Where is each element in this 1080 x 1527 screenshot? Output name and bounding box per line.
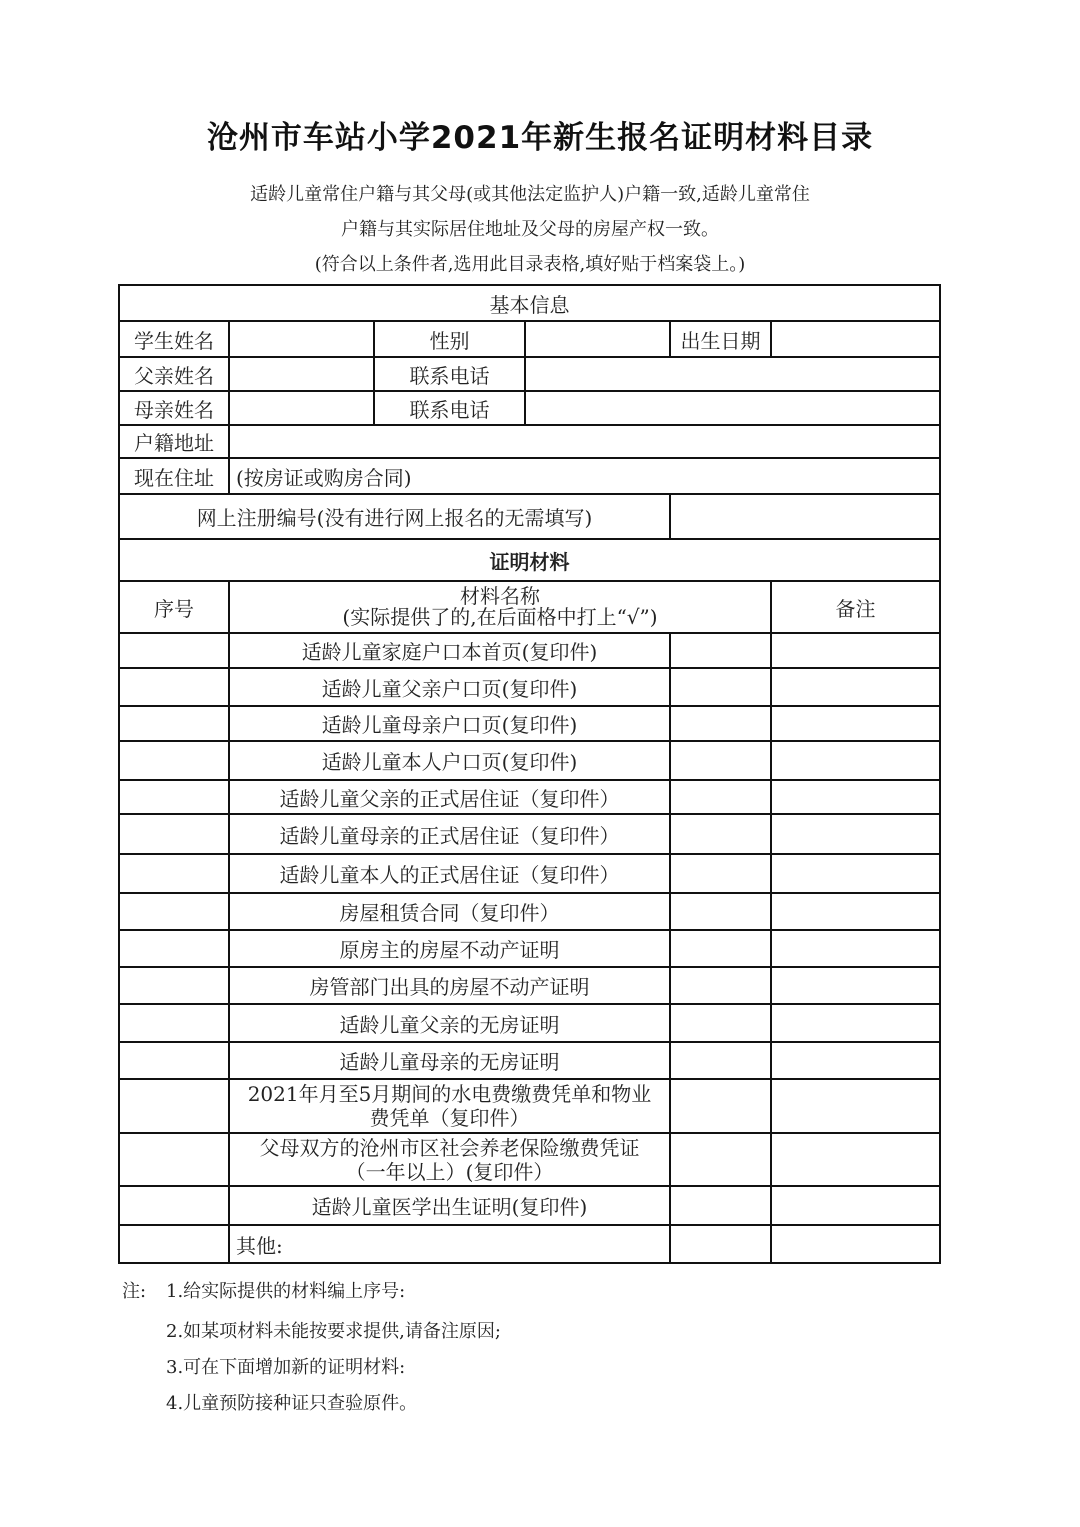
notes-section — [122, 1274, 501, 1422]
material-row — [119, 633, 940, 668]
check-cell[interactable] — [670, 893, 771, 930]
seq-cell[interactable] — [119, 741, 229, 780]
check-cell[interactable] — [670, 706, 771, 741]
material-name: 适龄儿童父亲户口页(复印件) — [229, 668, 670, 706]
seq-cell[interactable] — [119, 854, 229, 893]
online-reg-field[interactable] — [670, 494, 940, 539]
birth-date-label: 出生日期 — [670, 321, 771, 357]
note-4 — [122, 1386, 501, 1422]
material-name-header-line2: (实际提供了的,在后面格中打上“√”) — [342, 605, 658, 629]
remark-cell[interactable] — [771, 893, 940, 930]
basic-info-header: 基本信息 — [119, 285, 940, 321]
remark-header: 备注 — [771, 581, 940, 633]
seq-cell[interactable] — [119, 893, 229, 930]
remark-cell[interactable] — [771, 1225, 940, 1263]
seq-cell[interactable] — [119, 668, 229, 706]
material-row — [119, 893, 940, 930]
intro-line-3: (符合以上条件者,选用此目录表格,填好贴于档案袋上。) — [314, 254, 746, 275]
current-address-field[interactable]: (按房证或购房合同) — [229, 458, 940, 494]
materials-header: 证明材料 — [119, 539, 940, 581]
material-name: 房管部门出具的房屋不动产证明 — [229, 967, 670, 1004]
remark-cell[interactable] — [771, 1186, 940, 1225]
note-text: 2.如某项材料未能按要求提供,请备注原因; — [166, 1321, 501, 1342]
father-phone-field[interactable] — [525, 357, 940, 391]
material-row — [119, 1042, 940, 1079]
check-cell[interactable] — [670, 1186, 771, 1225]
check-cell[interactable] — [670, 967, 771, 1004]
father-phone-label: 联系电话 — [374, 357, 525, 391]
gender-label: 性别 — [374, 321, 525, 357]
material-row — [119, 780, 940, 814]
birth-date-field[interactable] — [771, 321, 940, 357]
remark-cell[interactable] — [771, 967, 940, 1004]
seq-cell[interactable] — [119, 814, 229, 854]
check-cell[interactable] — [670, 1004, 771, 1042]
remark-cell[interactable] — [771, 1042, 940, 1079]
seq-cell[interactable] — [119, 1186, 229, 1225]
remark-cell[interactable] — [771, 706, 940, 741]
material-name: 适龄儿童本人户口页(复印件) — [229, 741, 670, 780]
seq-cell[interactable] — [119, 780, 229, 814]
check-cell[interactable] — [670, 741, 771, 780]
note-text: 3.可在下面增加新的证明材料: — [166, 1357, 406, 1378]
seq-cell[interactable] — [119, 1079, 229, 1133]
material-name: 适龄儿童母亲的正式居住证（复印件） — [229, 814, 670, 854]
material-row — [119, 706, 940, 741]
note-3 — [122, 1350, 501, 1386]
material-name: 房屋租赁合同（复印件） — [229, 893, 670, 930]
remark-cell[interactable] — [771, 930, 940, 967]
seq-cell[interactable] — [119, 1004, 229, 1042]
seq-cell[interactable] — [119, 633, 229, 668]
gender-field[interactable] — [525, 321, 670, 357]
remark-cell[interactable] — [771, 780, 940, 814]
remark-cell[interactable] — [771, 1004, 940, 1042]
material-row-other — [119, 1225, 940, 1263]
note-text: 1.给实际提供的材料编上序号: — [166, 1281, 406, 1302]
father-name-field[interactable] — [229, 357, 374, 391]
check-cell[interactable] — [670, 780, 771, 814]
material-name: 适龄儿童本人的正式居住证（复印件） — [229, 854, 670, 893]
mother-phone-label: 联系电话 — [374, 391, 525, 425]
material-name: 适龄儿童医学出生证明(复印件) — [229, 1186, 670, 1225]
material-row — [119, 967, 940, 1004]
document-title: 沧州市车站小学2021年新生报名证明材料目录 — [206, 120, 874, 156]
material-name-header — [229, 581, 771, 633]
material-row — [119, 1186, 940, 1225]
father-name-label: 父亲姓名 — [119, 357, 229, 391]
remark-cell[interactable] — [771, 854, 940, 893]
notes-prefix: 注: — [122, 1281, 147, 1302]
seq-cell[interactable] — [119, 1042, 229, 1079]
current-address-label: 现在住址 — [119, 458, 229, 494]
seq-cell[interactable] — [119, 1225, 229, 1263]
note-2 — [122, 1314, 501, 1350]
material-row — [119, 854, 940, 893]
check-cell[interactable] — [670, 668, 771, 706]
check-cell[interactable] — [670, 1042, 771, 1079]
student-name-field[interactable] — [229, 321, 374, 357]
material-name: 适龄儿童父亲的正式居住证（复印件） — [229, 780, 670, 814]
check-cell[interactable] — [670, 854, 771, 893]
material-row — [119, 668, 940, 706]
material-name-header-line1: 材料名称 — [460, 584, 540, 608]
material-name: 2021年月至5月期间的水电费缴费凭单和物业费凭单（复印件） — [229, 1079, 670, 1133]
remark-cell[interactable] — [771, 668, 940, 706]
mother-name-label: 母亲姓名 — [119, 391, 229, 425]
material-name: 适龄儿童母亲户口页(复印件) — [229, 706, 670, 741]
note-1 — [122, 1274, 501, 1310]
remark-cell[interactable] — [771, 633, 940, 668]
material-row — [119, 1004, 940, 1042]
hukou-address-field[interactable] — [229, 425, 940, 458]
material-name: 原房主的房屋不动产证明 — [229, 930, 670, 967]
remark-cell[interactable] — [771, 814, 940, 854]
enrollment-form-table — [118, 284, 941, 1264]
other-label[interactable]: 其他: — [229, 1225, 670, 1263]
mother-name-field[interactable] — [229, 391, 374, 425]
check-cell[interactable] — [670, 1225, 771, 1263]
remark-cell[interactable] — [771, 741, 940, 780]
material-row — [119, 1079, 940, 1133]
seq-cell[interactable] — [119, 967, 229, 1004]
note-text: 4.儿童预防接种证只查验原件。 — [166, 1393, 418, 1414]
seq-cell[interactable] — [119, 930, 229, 967]
material-name: 适龄儿童父亲的无房证明 — [229, 1004, 670, 1042]
seq-header: 序号 — [119, 581, 229, 633]
online-reg-label: 网上注册编号(没有进行网上报名的无需填写) — [119, 494, 670, 539]
mother-phone-field[interactable] — [525, 391, 940, 425]
material-row — [119, 741, 940, 780]
material-name: 父母双方的沧州市区社会养老保险缴费凭证（一年以上）(复印件） — [229, 1133, 670, 1186]
hukou-address-label: 户籍地址 — [119, 425, 229, 458]
check-cell[interactable] — [670, 633, 771, 668]
check-cell[interactable] — [670, 1079, 771, 1133]
material-row — [119, 930, 940, 967]
intro-line-2: 户籍与其实际居住地址及父母的房屋产权一致。 — [341, 219, 719, 240]
check-cell[interactable] — [670, 1133, 771, 1186]
material-row — [119, 1133, 940, 1186]
material-name: 适龄儿童母亲的无房证明 — [229, 1042, 670, 1079]
intro-line-1: 适龄儿童常住户籍与其父母(或其他法定监护人)户籍一致,适龄儿童常住 — [250, 184, 810, 205]
student-name-label: 学生姓名 — [119, 321, 229, 357]
remark-cell[interactable] — [771, 1079, 940, 1133]
material-row — [119, 814, 940, 854]
seq-cell[interactable] — [119, 706, 229, 741]
check-cell[interactable] — [670, 930, 771, 967]
material-name: 适龄儿童家庭户口本首页(复印件) — [229, 633, 670, 668]
seq-cell[interactable] — [119, 1133, 229, 1186]
remark-cell[interactable] — [771, 1133, 940, 1186]
check-cell[interactable] — [670, 814, 771, 854]
